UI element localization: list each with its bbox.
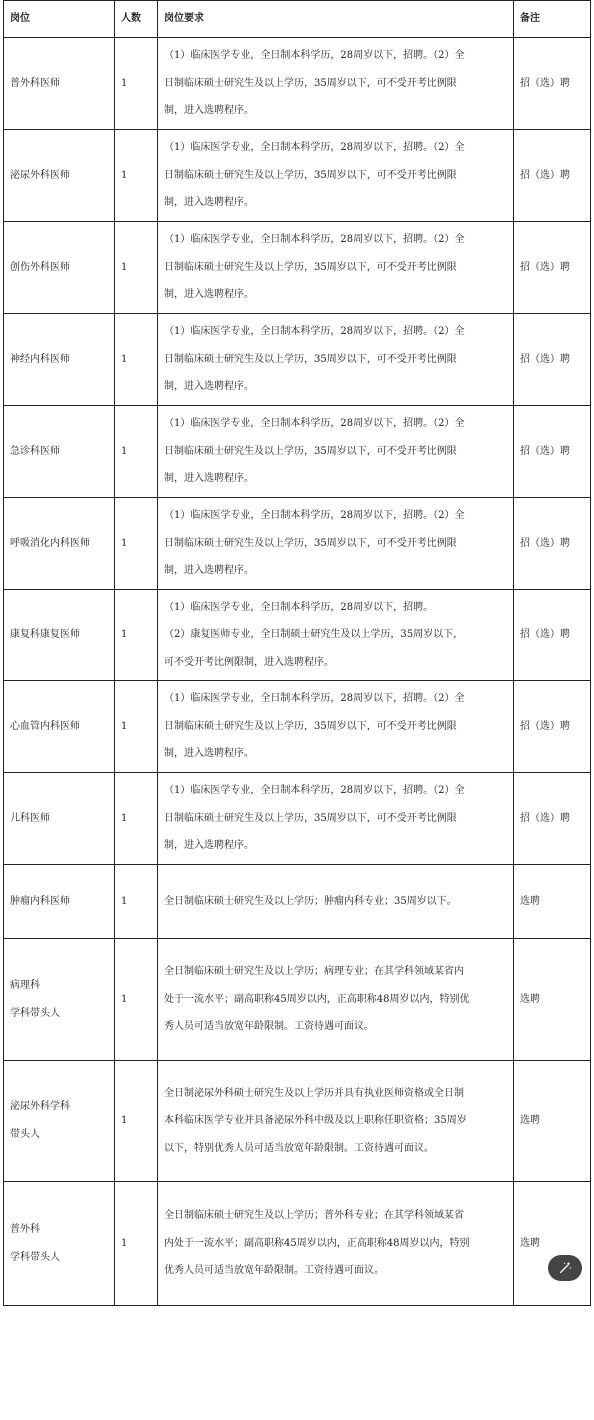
position-cell (4, 406, 115, 498)
requirement-line: （1）临床医学专业，全日制本科学历，28周岁以下，招聘。（2）全 (164, 326, 465, 338)
requirement-line: （1）临床医学专业，全日制本科学历，28周岁以下，招聘。（2）全 (164, 50, 465, 62)
requirements-cell (158, 1061, 514, 1182)
requirement-line: （1）临床医学专业，全日制本科学历，28周岁以下，招聘。（2）全 (164, 142, 465, 154)
position-line: 创伤外科医师 (10, 261, 70, 273)
table-row (4, 498, 591, 590)
requirement-line: （1）临床医学专业，全日制本科学历，28周岁以下，招聘。（2）全 (164, 510, 465, 522)
count-cell: 1 (115, 498, 158, 590)
requirement-line: 日制临床硕士研究生及以上学历，35周岁以下，可不受开考比例限 (164, 445, 457, 457)
count-cell: 1 (115, 939, 158, 1061)
requirements-cell (158, 314, 514, 406)
magic-wand-button[interactable] (548, 1255, 582, 1281)
requirement-line: 优秀人员可适当放宽年龄限制。工资待遇可面议。 (164, 1265, 384, 1277)
requirement-line: 日制临床硕士研究生及以上学历，35周岁以下，可不受开考比例限 (164, 812, 457, 824)
table-row (4, 1061, 591, 1182)
position-line: 泌尿外科学科 (10, 1101, 70, 1112)
table-row (4, 865, 591, 939)
requirement-line: 日制临床硕士研究生及以上学历，35周岁以下，可不受开考比例限 (164, 720, 457, 732)
requirement-line: 日制临床硕士研究生及以上学历，35周岁以下，可不受开考比例限 (164, 261, 457, 273)
requirement-line: 内处于一流水平；副高职称45周岁以内，正高职称48周岁以内，特别 (164, 1237, 470, 1249)
table-row (4, 130, 591, 222)
note-cell: 招（选）聘 (514, 130, 591, 222)
note-cell: 选聘 (514, 1182, 591, 1306)
requirement-line: （2）康复医师专业，全日制硕士研究生及以上学历，35周岁以下， (164, 629, 464, 641)
table-row (4, 681, 591, 773)
note-cell: 招（选）聘 (514, 406, 591, 498)
requirement-line: 可不受开考比例限制，进入选聘程序。 (164, 656, 334, 668)
magic-wand-icon (558, 1261, 572, 1275)
requirements-cell (158, 130, 514, 222)
position-line: 普外科 (10, 1223, 40, 1235)
note-cell: 招（选）聘 (514, 314, 591, 406)
requirement-line: （1）临床医学专业，全日制本科学历，28周岁以下，招聘。（2）全 (164, 693, 465, 705)
table-header-row (4, 1, 591, 38)
requirement-line: 秀人员可适当放宽年龄限制。工资待遇可面议。 (164, 1021, 374, 1033)
header-requirements: 岗位要求 (158, 1, 514, 38)
position-cell (4, 314, 115, 406)
note-cell: 招（选）聘 (514, 773, 591, 865)
position-line: 普外科医师 (10, 77, 60, 89)
count-cell: 1 (115, 222, 158, 314)
note-cell: 选聘 (514, 939, 591, 1061)
requirements-cell (158, 773, 514, 865)
requirements-cell (158, 939, 514, 1061)
requirement-line: 日制临床硕士研究生及以上学历，35周岁以下，可不受开考比例限 (164, 537, 457, 549)
position-line: 心血管内科医师 (10, 720, 80, 732)
requirement-line: （1）临床医学专业，全日制本科学历，28周岁以下，招聘。 (164, 601, 434, 613)
position-cell (4, 939, 115, 1061)
position-line: 神经内科医师 (10, 353, 70, 365)
position-line: 学科带头人 (10, 1251, 60, 1263)
position-line: 儿科医师 (10, 812, 50, 824)
requirements-cell (158, 498, 514, 590)
position-cell (4, 1061, 115, 1182)
requirement-line: 制，进入选聘程序。 (164, 105, 254, 117)
requirement-line: 全日制临床硕士研究生及以上学历；普外科专业；在其学科领域某省 (164, 1210, 464, 1222)
position-cell (4, 130, 115, 222)
recruitment-table (3, 0, 591, 1306)
table-row (4, 939, 591, 1061)
count-cell: 1 (115, 406, 158, 498)
requirements-cell (158, 865, 514, 939)
position-line: 康复科康复医师 (10, 629, 80, 640)
note-cell: 招（选）聘 (514, 222, 591, 314)
position-cell (4, 1182, 115, 1306)
position-line: 急诊科医师 (10, 445, 60, 457)
position-line: 呼吸消化内科医师 (10, 537, 90, 549)
requirement-line: 处于一流水平；副高职称45周岁以内，正高职称48周岁以内，特别优 (164, 993, 470, 1005)
note-cell: 招（选）聘 (514, 590, 591, 681)
position-cell (4, 773, 115, 865)
position-cell (4, 681, 115, 773)
count-cell: 1 (115, 1061, 158, 1182)
requirement-line: 全日制临床硕士研究生及以上学历；病理专业；在其学科领域某省内 (164, 966, 464, 978)
requirement-line: 日制临床硕士研究生及以上学历，35周岁以下，可不受开考比例限 (164, 77, 457, 89)
count-cell: 1 (115, 773, 158, 865)
note-cell: 招（选）聘 (514, 498, 591, 590)
requirements-cell (158, 38, 514, 130)
requirement-line: （1）临床医学专业，全日制本科学历，28周岁以下，招聘。（2）全 (164, 418, 465, 430)
requirement-line: （1）临床医学专业，全日制本科学历，28周岁以下，招聘。（2）全 (164, 785, 465, 797)
requirement-line: 全日制泌尿外科硕士研究生及以上学历并具有执业医师资格或全日制 (164, 1087, 464, 1099)
requirement-line: 日制临床硕士研究生及以上学历，35周岁以下，可不受开考比例限 (164, 169, 457, 181)
requirement-line: （1）临床医学专业，全日制本科学历，28周岁以下，招聘。（2）全 (164, 234, 465, 246)
table-row (4, 314, 591, 406)
requirement-line: 制，进入选聘程序。 (164, 197, 254, 209)
count-cell: 1 (115, 590, 158, 681)
requirement-line: 制，进入选聘程序。 (164, 473, 254, 485)
requirement-line: 制，进入选聘程序。 (164, 748, 254, 760)
requirement-line: 以下，特别优秀人员可适当放宽年龄限制。工资待遇可面议。 (164, 1142, 434, 1154)
requirements-cell (158, 681, 514, 773)
requirements-cell (158, 590, 514, 681)
table-row (4, 590, 591, 681)
note-cell: 招（选）聘 (514, 38, 591, 130)
count-cell: 1 (115, 38, 158, 130)
table-row (4, 222, 591, 314)
note-cell: 选聘 (514, 1061, 591, 1182)
note-cell: 招（选）聘 (514, 681, 591, 773)
requirements-cell (158, 1182, 514, 1306)
table-row (4, 38, 591, 130)
count-cell: 1 (115, 681, 158, 773)
requirement-line: 制，进入选聘程序。 (164, 289, 254, 301)
header-note: 备注 (514, 1, 591, 38)
requirement-line: 本科临床医学专业并具备泌尿外科中级及以上职称任职资格；35周岁 (164, 1115, 467, 1127)
position-line: 泌尿外科医师 (10, 169, 70, 181)
position-cell (4, 590, 115, 681)
table-row (4, 406, 591, 498)
note-cell: 选聘 (514, 865, 591, 939)
position-cell (4, 498, 115, 590)
count-cell: 1 (115, 1182, 158, 1306)
requirement-line: 制，进入选聘程序。 (164, 565, 254, 577)
position-cell (4, 222, 115, 314)
position-cell (4, 38, 115, 130)
table-row (4, 773, 591, 865)
requirement-line: 全日制临床硕士研究生及以上学历；肿瘤内科专业；35周岁以下。 (164, 895, 457, 907)
table-row (4, 1182, 591, 1306)
requirement-line: 制，进入选聘程序。 (164, 840, 254, 852)
header-position: 岗位 (4, 1, 115, 38)
count-cell: 1 (115, 314, 158, 406)
header-count: 人数 (115, 1, 158, 38)
position-line: 学科带头人 (10, 1007, 60, 1019)
position-line: 病理科 (10, 979, 40, 991)
position-cell (4, 865, 115, 939)
requirement-line: 日制临床硕士研究生及以上学历，35周岁以下，可不受开考比例限 (164, 353, 457, 365)
requirement-line: 制，进入选聘程序。 (164, 381, 254, 393)
position-line: 肿瘤内科医师 (10, 895, 70, 907)
count-cell: 1 (115, 865, 158, 939)
requirements-cell (158, 222, 514, 314)
count-cell: 1 (115, 130, 158, 222)
position-line: 带头人 (10, 1129, 40, 1140)
requirements-cell (158, 406, 514, 498)
